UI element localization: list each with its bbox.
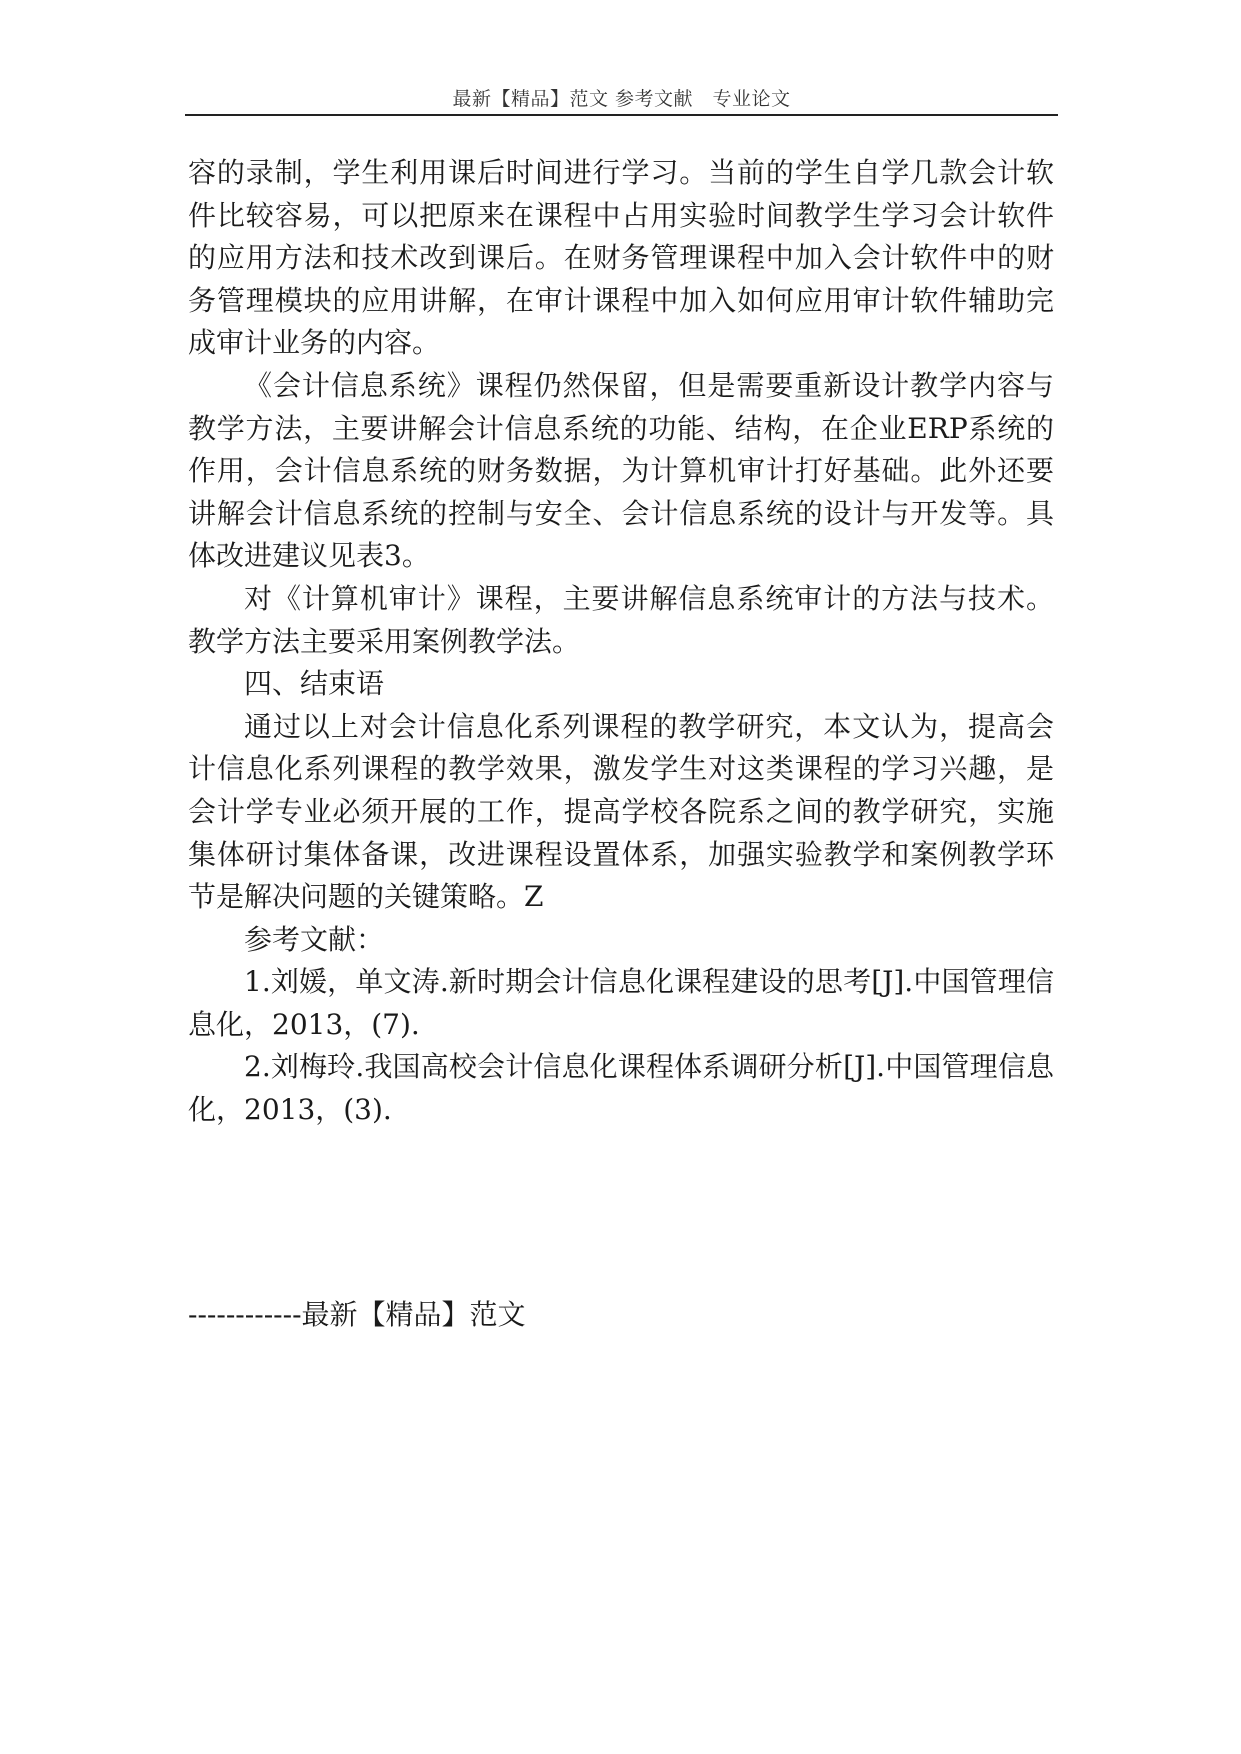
reference-item-2: 2.刘梅玲.我国高校会计信息化课程体系调研分析[J].中国管理信息化，2013，(3). (188, 1050, 1054, 1127)
page-footer: ------------最新【精品】范文 (188, 1298, 526, 1331)
paragraph-conclusion: 通过以上对会计信息化系列课程的教学研究，本文认为，提高会计信息化系列课程的教学效果，激发学生对这类课程的学习兴趣，是会计学专业必须开展的工作，提高学校各院系之间的教学研究，实施集体研讨集体备课，改进课程设置体系，加强实验教学和案例教学环节是解决问题的关键策略。Z (188, 709, 1054, 914)
header-divider (185, 114, 1058, 116)
section-heading-conclusion: 四、结束语 (244, 667, 385, 701)
paragraph-accounting-info-system: 《会计信息系统》课程仍然保留，但是需要重新设计教学内容与教学方法，主要讲解会计信息系统的功能、结构，在企业ERP系统的作用，会计信息系统的财务数据，为计算机审计打好基础。此外还要讲解会计信息系统的控制与安全、会计信息系统的设计与开发等。具体改进建议见表3。 (188, 368, 1054, 573)
reference-item-1: 1.刘媛，单文涛.新时期会计信息化课程建设的思考[J].中国管理信息化，2013，(7). (188, 965, 1054, 1041)
paragraph-continuation: 容的录制，学生利用课后时间进行学习。当前的学生自学几款会计软件比较容易，可以把原来在课程中占用实验时间教学生学习会计软件的应用方法和技术改到课后。在财务管理课程中加入会计软件中的财务管理模块的应用讲解，在审计课程中加入如何应用审计软件辅助完成审计业务的内容。 (188, 156, 1054, 360)
page-header: 最新【精品】范文 参考文献 专业论文 (452, 88, 791, 110)
document-body (188, 152, 1054, 1132)
paragraph-computer-audit: 对《计算机审计》课程，主要讲解信息系统审计的方法与技术。教学方法主要采用案例教学法。 (188, 581, 1054, 658)
references-heading: 参考文献： (244, 922, 385, 956)
